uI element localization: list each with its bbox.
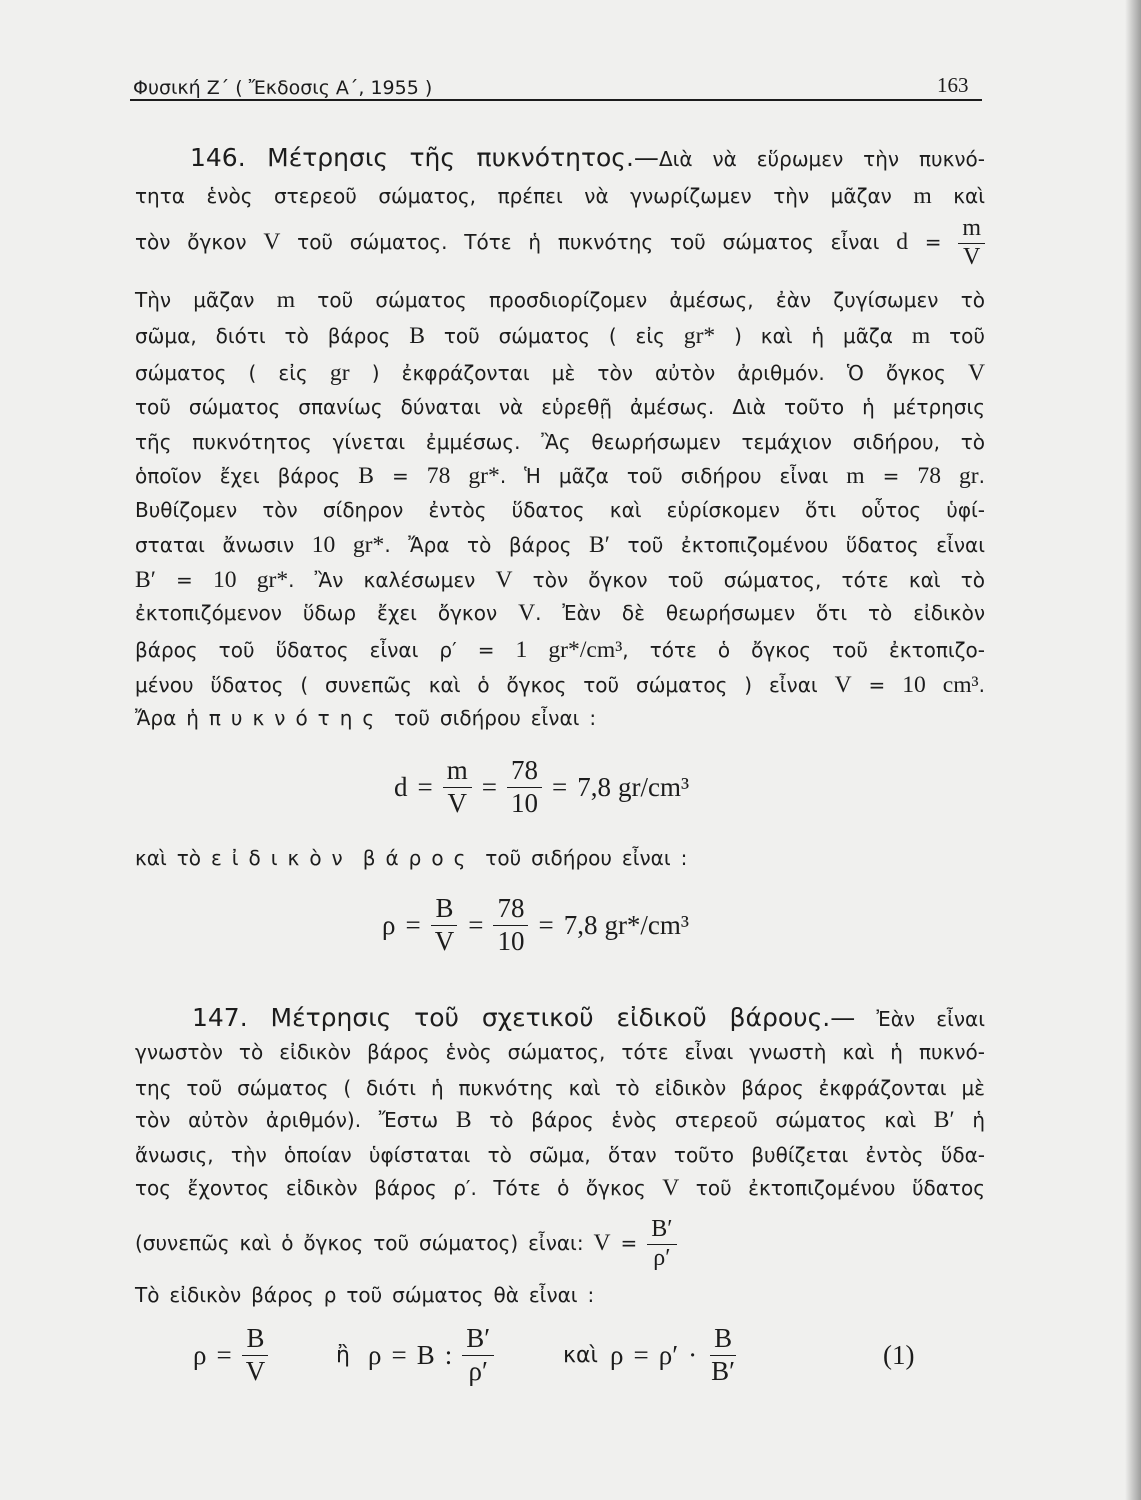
s146-line-3-text: τὸν ὄγκον V τοῦ σώματος. Τότε ἡ πυκνότης τοῦ σώματος εἶναι d = [135,229,942,255]
s146-para-line: σταται ἄνωσιν 10 gr*. Ἄρα τὸ βάρος B′ τοῦ ἐκτοπιζομένου ὕδατος εἶναι [135,532,986,558]
math-symbol: B′ [933,1107,955,1133]
equals-sign: = [405,909,421,940]
conjunction: καὶ [563,1342,598,1368]
fraction-numerator: m [443,756,472,787]
s146-para-line: μένου ὕδατος ( συνεπῶς καὶ ὁ ὄγκος τοῦ σώματος ) εἶναι V = 10 cm³. [135,672,985,698]
formula-fraction [493,894,528,955]
s146-specific-weight-line [135,843,985,873]
s146-line-1-text: Διὰ νὰ εὕρωμεν τὴν πυκνό- [658,147,985,171]
conclusion-text: Ἄρα ἡ [135,706,199,730]
equation-number: (1) [883,1339,915,1370]
s147-title: Μέτρησις τοῦ σχετικοῦ εἰδικοῦ βάρους.— [270,1003,856,1032]
multiplication-dot: · [688,1339,698,1370]
math-symbol: gr* [352,532,385,558]
equals-sign: = [481,771,497,802]
emphasized-word: εἰδικὸν [210,846,353,870]
math-symbol: d [896,229,908,255]
s146-para-line: σῶμα, διότι τὸ βάρος B τοῦ σώματος ( εἰς gr* ) καὶ ἡ μᾶζα m τοῦ [135,323,985,349]
fraction-denominator: ρ′ [653,1245,671,1271]
fraction-denominator: V [245,1355,266,1386]
density-definition-fraction [958,216,985,271]
s146-para-line: τοῦ σώματος σπανίως δύναται νὰ εὑρεθῇ ἀμέσως. Διὰ τοῦτο ἡ μέτρησις [135,395,985,419]
math-symbol: V [593,1230,611,1256]
page-edge-shadow [1125,0,1141,1500]
math-symbol: gr* [683,323,716,349]
fraction-denominator: V [963,244,981,270]
formula-symbol: ρ [193,1339,207,1370]
s147-para-line: ἄνωσις, τὴν ὁποίαν ὑφίσταται τὸ σῶμα, ὅταν τοῦτο βυθίζεται ἐντὸς ὕδα- [135,1143,985,1167]
conclusion-text: τοῦ σιδήρου εἶναι : [394,706,597,730]
formula-1-and [563,1317,598,1393]
s146-para-line: βάρος τοῦ ὕδατος εἶναι ρ′ = 1 gr*/cm³, τότε ὁ ὄγκος τοῦ ἐκτοπιζο- [135,637,985,663]
equals-sign: = [551,771,568,802]
fraction-numerator: 78 [493,894,528,925]
fraction-denominator: ρ′ [468,1355,488,1386]
math-symbol: 10 [212,567,237,593]
s146-para-line: Τὴν μᾶζαν m τοῦ σώματος προσδιορίζομεν ἀμέσως, ἐὰν ζυγίσωμεν τὸ [135,287,986,313]
formula-symbol: ρ [382,909,396,940]
math-symbol: gr [958,463,979,489]
specific-weight-text: τοῦ σιδήρου εἶναι : [485,846,688,870]
formula-fraction [443,756,472,817]
s146-title: Μέτρησις τῆς πυκνότητος.— [267,143,659,172]
formula-1-part-c [610,1317,739,1393]
emphasized-word: βάρος [362,846,476,870]
formula-fraction [431,894,459,955]
s146-number: 146. [190,143,246,172]
math-symbol: V [834,672,852,698]
s146-para-line: Βυθίζομεν τὸν σίδηρον ἐντὸς ὕδατος καὶ εὑρίσκομεν ὅτι οὗτος ὑφί- [135,498,985,522]
page-number: 163 [937,73,969,97]
equals-sign: = [633,1339,649,1370]
math-symbol: 78 [917,463,941,489]
fraction-denominator: V [434,925,455,956]
s146-para-line: B′ = 10 gr*. Ἂν καλέσωμεν V τὸν ὄγκον τοῦ σώματος, τότε καὶ τὸ [135,567,985,593]
s147-number: 147. [192,1003,248,1032]
s146-para-line: ἐκτοπιζόμενον ὕδωρ ἔχει ὄγκον V. Ἐὰν δὲ θεωρήσωμεν ὅτι τὸ εἰδικὸν [135,600,985,626]
formula-term: B [416,1339,435,1370]
formula-fraction [242,1324,270,1385]
fraction-numerator: B [710,1324,736,1355]
formula-1-label [883,1317,914,1393]
formula-1-or [336,1317,350,1393]
s147-para-line: τος ἔχοντος εἰδικὸν βάρος ρ′. Τότε ὁ ὄγκος V τοῦ ἐκτοπιζομένου ὕδατος [135,1175,985,1201]
formula-1-part-b [368,1317,494,1393]
fraction-numerator: B′ [647,1217,676,1245]
fraction-numerator: B [431,894,457,925]
fraction-denominator: B′ [711,1355,736,1386]
formula-symbol: ρ [610,1339,624,1370]
equals-sign: = [417,771,433,802]
formula-result-value: 7,8 [563,909,598,940]
fraction-numerator: 78 [507,756,542,787]
s146-conclusion-line [135,703,985,733]
formula-result-unit: gr*/cm³ [604,909,690,940]
math-symbol: B [358,463,374,489]
formula-fraction [462,1324,494,1385]
math-symbol: m [913,183,932,209]
math-symbol: B′ [135,567,156,593]
math-symbol: cm³ [942,672,979,698]
math-symbol: V [967,360,986,386]
math-symbol: gr*/cm³ [548,637,623,663]
math-symbol: V [662,1175,680,1201]
s146-line-1 [190,143,985,174]
s147-para-line: τὸν αὐτὸν ἀριθμόν). Ἔστω B τὸ βάρος ἑνὸς στερεοῦ σώματος καὶ B′ ἡ [135,1107,985,1133]
fraction-numerator: B′ [462,1324,494,1355]
s146-para-line: σώματος ( εἰς gr ) ἐκφράζονται μὲ τὸν αὐτὸν ἀριθμόν. Ὁ ὄγκος V [135,360,986,386]
math-symbol: 78 [426,463,451,489]
equals-sign: = [216,1339,232,1370]
math-symbol: gr [329,360,350,386]
math-symbol: V [518,600,536,626]
fraction-denominator: 10 [497,925,525,956]
formula-symbol: d [394,771,408,802]
conjunction: ἢ [336,1342,350,1368]
math-symbol: 10 [902,672,926,698]
formula-fraction [707,1324,739,1385]
fraction-denominator: V [447,787,467,818]
s147-para-line: γνωστὸν τὸ εἰδικὸν βάρος ἑνὸς σώματος, τότε εἶναι γνωστὴ καὶ ἡ πυκνό- [135,1040,985,1064]
fraction-denominator: 10 [510,787,538,818]
math-symbol: 1 [515,637,528,663]
s147-heading [192,1003,855,1032]
formula-term: ρ′ [658,1339,679,1370]
s146-para-line: ὁποῖον ἔχει βάρος B = 78 gr*. Ἡ μᾶζα τοῦ σιδήρου εἶναι m = 78 gr. [135,463,985,489]
math-symbol: m [846,463,865,489]
s146-heading [190,143,659,172]
s146-para-line: τῆς πυκνότητος γίνεται ἐμμέσως. Ἂς θεωρήσωμεν τεμάχιον σιδήρου, τὸ [135,430,985,454]
formula-fraction [507,756,542,817]
formula-1-part-a [193,1317,269,1393]
specific-weight-formula [382,887,689,963]
emphasized-word: πυκνότης [208,706,385,730]
math-symbol: 10 [311,532,336,558]
math-symbol: m [911,323,931,349]
math-symbol: B [409,323,425,349]
math-symbol: gr* [468,463,500,489]
math-symbol: V [263,229,281,255]
s147-intro-line: Τὸ εἰδικὸν βάρος ρ τοῦ σώματος θὰ εἶναι : [135,1283,595,1307]
s147-line-1-text: Ἐὰν εἶναι [876,1007,985,1031]
division-sign: : [444,1339,453,1370]
formula-result-unit: gr/cm³ [617,771,690,802]
equals-sign: = [538,909,554,940]
volume-fraction [647,1217,676,1272]
s146-line-3 [135,214,985,271]
s146-line-2: τητα ἑνὸς στερεοῦ σώματος, πρέπει νὰ γνωρίζωμεν τὴν μᾶζαν m καὶ [135,183,985,209]
math-symbol: B [455,1107,472,1133]
fraction-numerator: m [958,216,985,244]
math-symbol: B′ [589,532,610,558]
formula-symbol: ρ [368,1339,382,1370]
equals-sign: = [468,909,484,940]
volume-line-text: (συνεπῶς καὶ ὁ ὄγκος τοῦ σώματος) εἶναι: V = [135,1230,638,1256]
running-title: Φυσική Ζ΄ ( Ἔκδοσις Α΄, 1955 ) [133,77,433,99]
header-rule [130,99,982,101]
formula-result-value: 7,8 [577,771,611,802]
s147-volume-line [135,1215,985,1272]
fraction-numerator: B [242,1324,268,1355]
equals-sign: = [391,1339,407,1370]
s147-para-line: της τοῦ σώματος ( διότι ἡ πυκνότης καὶ τὸ εἰδικὸν βάρος ἐκφράζονται μὲ [135,1076,985,1100]
math-symbol: m [276,287,296,313]
specific-weight-text: καὶ τὸ [135,846,201,870]
math-symbol: V [495,567,513,593]
s147-line-1 [192,1003,985,1034]
density-formula [394,749,689,825]
math-symbol: gr* [256,567,289,593]
